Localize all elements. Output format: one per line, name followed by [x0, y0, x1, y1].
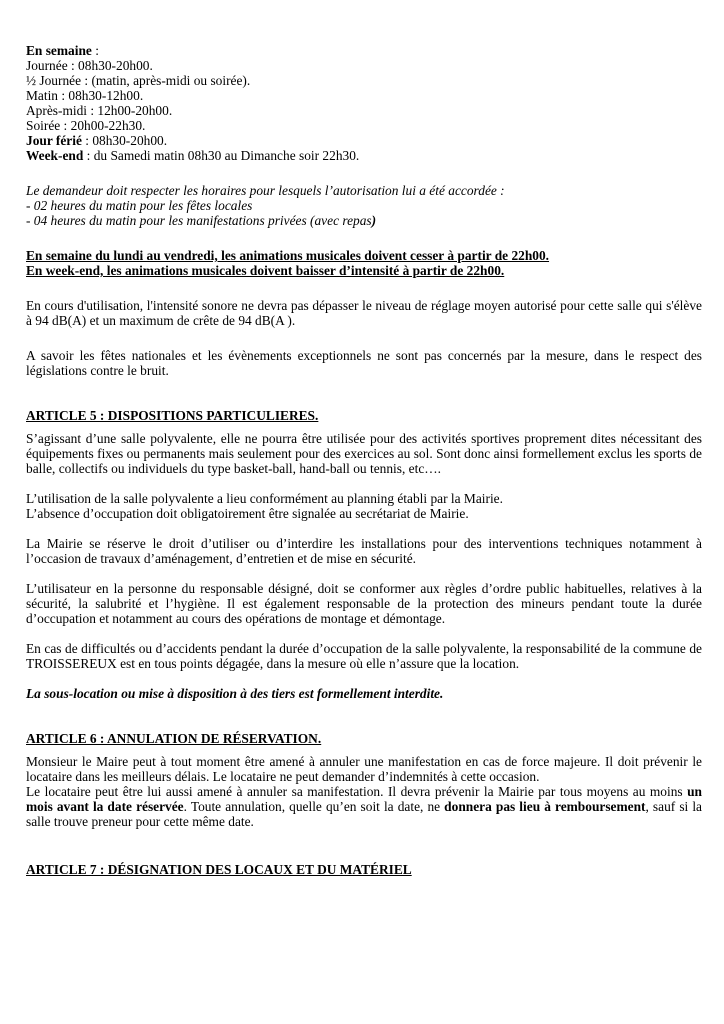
- article-6-p2-no-refund: donnera pas lieu à remboursement: [444, 799, 646, 814]
- hours-note-intro: Le demandeur doit respecter les horaires pour lesquels l’autorisation lui a été accordée :: [26, 183, 505, 198]
- exceptions-paragraph: A savoir les fêtes nationales et les évènements exceptionnels ne sont pas concernés par la mesure, dans le respect des législations contre le bruit.: [26, 348, 702, 378]
- music-rule-weekend: En week-end, les animations musicales doivent baisser d’intensité à partir de 22h00.: [26, 263, 505, 278]
- article-5-subletting-notice: La sous-location ou mise à disposition à des tiers est formellement interdite.: [26, 686, 444, 701]
- article-5-paragraph-2a: L’utilisation de la salle polyvalente a lieu conformément au planning établi par la Mairie.: [26, 491, 503, 506]
- schedule-matin: Matin : 08h30-12h00.: [26, 88, 144, 103]
- hours-note-private: [26, 213, 702, 228]
- schedule-jour-ferie: [26, 133, 702, 148]
- article-6-paragraph-2: [26, 784, 702, 829]
- weekend-label: Week-end: [26, 148, 84, 163]
- article-5-paragraph-5: En cas de difficultés ou d’accidents pendant la durée d’occupation de la salle polyvalente, la responsabilité de la commune de TROISSEREUX est en tous points dégagée, dans la mesure où elle n’assure que la location.: [26, 641, 702, 671]
- music-rule-weekday: En semaine du lundi au vendredi, les animations musicales doivent cesser à partir de 22h00.: [26, 248, 550, 263]
- jour-ferie-label: Jour férié: [26, 133, 82, 148]
- article-5-paragraph-1: S’agissant d’une salle polyvalente, elle ne pourra être utilisée pour des activités sportives proprement dites nécessitant des équipements fixes ou permanents mais seulement pour des exercices au sol. Sont donc ainsi formellement exclus les sports de balle, collectifs ou individuels du type basket-ball, hand-ball ou tennis, etc….: [26, 431, 702, 476]
- article-6-p2-text-a: Le locataire peut être lui aussi amené à annuler sa manifestation. Il devra prévenir la Mairie par tous moyens au moins: [26, 784, 688, 799]
- article-6-paragraph-1: Monsieur le Maire peut à tout moment être amené à annuler une manifestation en cas de force majeure. Il doit prévenir le locataire dans les meilleurs délais. Le locataire ne peut demander d’indemnités à cette occasion.: [26, 754, 702, 784]
- schedule-weekend: [26, 148, 702, 163]
- article-5: [26, 408, 702, 701]
- document-page: [26, 43, 702, 877]
- sound-level-paragraph: En cours d'utilisation, l'intensité sonore ne devra pas dépasser le niveau de réglage moyen autorisé pour cette salle qui s'élève à 94 dB(A) et un maximum de crête de 94 dB(A ).: [26, 298, 702, 328]
- article-5-paragraph-3: La Mairie se réserve le droit d’utiliser ou d’interdire les installations pour des interventions techniques notamment à l’occasion de travaux d’aménagement, d’entretien et de mise en sécurité.: [26, 536, 702, 566]
- jour-ferie-value: : 08h30-20h00.: [81, 133, 168, 148]
- schedule-apres-midi: Après-midi : 12h00-20h00.: [26, 103, 173, 118]
- article-6: [26, 731, 702, 829]
- article-5-heading: ARTICLE 5 : DISPOSITIONS PARTICULIERES.: [26, 408, 319, 423]
- schedule-demi-journee: ½ Journée : (matin, après-midi ou soirée).: [26, 73, 251, 88]
- hours-note-private-text: - 04 heures du matin pour les manifestations privées (avec repas: [26, 213, 372, 228]
- article-6-p2-text-e: , sauf si la salle trouve preneur pour cette même date.: [26, 799, 702, 829]
- hours-note-private-paren: ): [371, 213, 377, 228]
- article-5-paragraph-2b: L’absence d’occupation doit obligatoirement être signalée au secrétariat de Mairie.: [26, 506, 469, 521]
- weekday-label: En semaine: [26, 43, 92, 58]
- article-6-p2-text-c: . Toute annulation, quelle qu’en soit la date, ne: [183, 799, 445, 814]
- weekend-value: : du Samedi matin 08h30 au Dimanche soir 22h30.: [83, 148, 360, 163]
- schedule-block: [26, 43, 702, 163]
- schedule-soiree: Soirée : 20h00-22h30.: [26, 118, 146, 133]
- hours-note: [26, 183, 702, 228]
- article-6-heading: ARTICLE 6 : ANNULATION DE RÉSERVATION.: [26, 731, 322, 746]
- weekday-line: [26, 43, 702, 58]
- schedule-journee: Journée : 08h30-20h00.: [26, 58, 153, 73]
- music-rules: [26, 248, 702, 278]
- weekday-colon: :: [91, 43, 99, 58]
- article-6-p2-deadline: un mois avant la date réservée: [26, 784, 702, 814]
- article-5-paragraph-4: L’utilisateur en la personne du responsable désigné, doit se conformer aux règles d’ordre public habituelles, relatives à la sécurité, la salubrité et l’hygiène. Il est également responsable de la protection des mineurs pendant toute la durée d’occupation et notamment au cours des opérations de montage et démontage.: [26, 581, 702, 626]
- hours-note-local: - 02 heures du matin pour les fêtes locales: [26, 198, 253, 213]
- article-7-heading: ARTICLE 7 : DÉSIGNATION DES LOCAUX ET DU MATÉRIEL: [26, 862, 412, 877]
